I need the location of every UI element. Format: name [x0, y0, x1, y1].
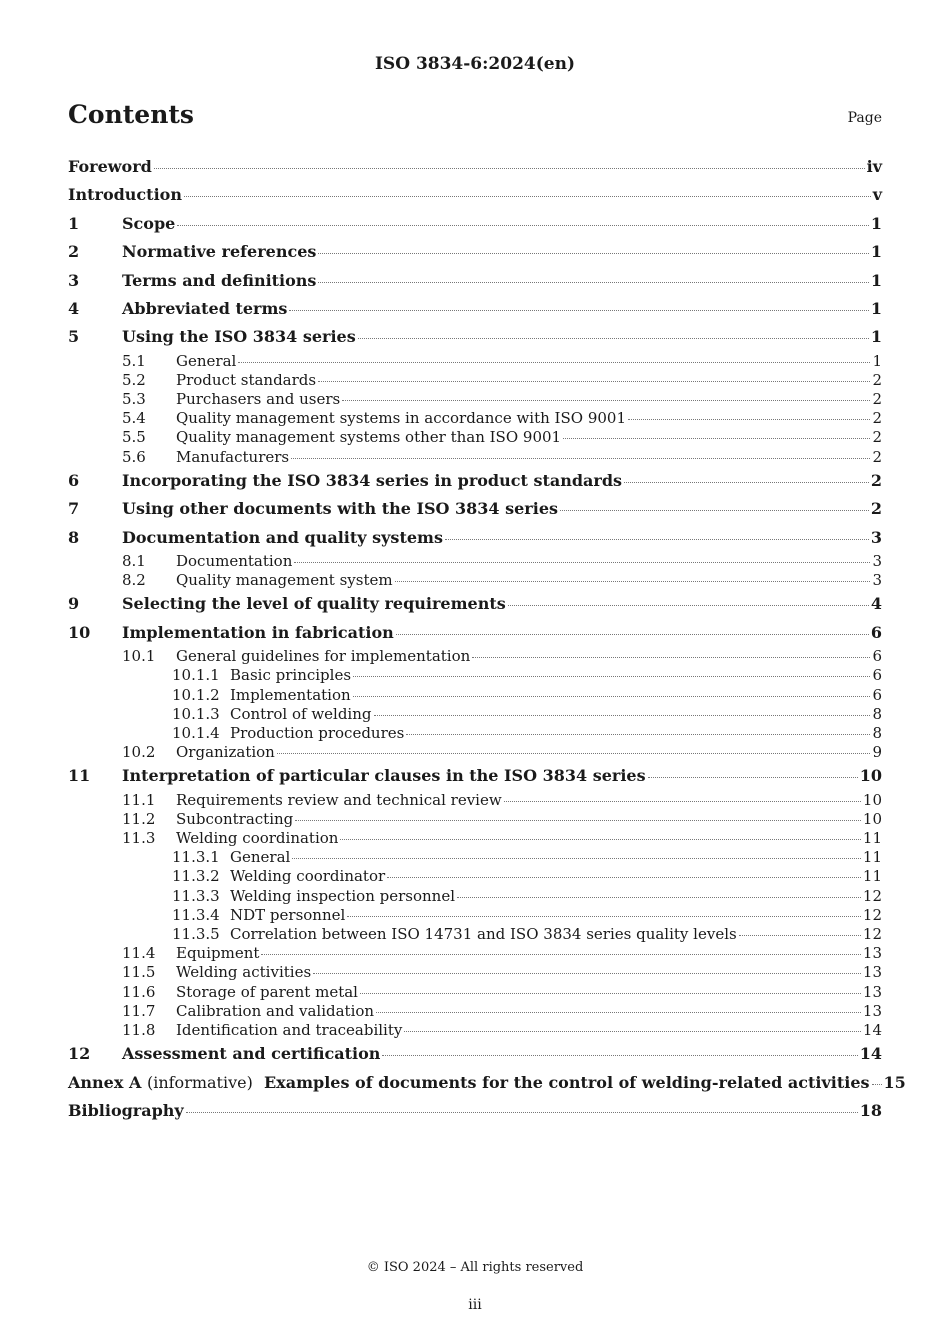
toc-entry[interactable]	[68, 210, 882, 238]
toc-entry-number: 11.6	[122, 982, 156, 1001]
toc-entry-page: 6	[872, 666, 882, 685]
toc-entry[interactable]	[68, 666, 882, 685]
annex-prefix: Annex A	[68, 1072, 142, 1092]
toc-entry-page: 13	[862, 963, 882, 982]
toc-entry-page: 2	[870, 470, 882, 490]
dot-leader	[154, 168, 865, 169]
toc-entry-number: 11.3.1	[172, 848, 220, 867]
toc-entry[interactable]	[68, 925, 882, 944]
toc-entry-page: 10	[862, 790, 882, 809]
toc-entry-page: 12	[862, 905, 882, 924]
toc-entry-page: 2	[872, 370, 882, 389]
toc-entry[interactable]	[68, 619, 882, 647]
toc-entry-number: 11.3	[122, 829, 156, 848]
toc-entry-label: Scope	[122, 213, 176, 233]
dot-leader	[374, 715, 871, 716]
toc-entry[interactable]	[68, 743, 882, 762]
toc-entry-page: 3	[872, 571, 882, 590]
table-of-contents	[68, 153, 906, 1125]
toc-entry-number: 11.7	[122, 1001, 156, 1020]
toc-entry[interactable]	[68, 762, 882, 790]
toc-entry-number: 5.2	[122, 370, 146, 389]
toc-entry-label: Production procedures	[230, 723, 405, 742]
toc-entry-number: 11.5	[122, 963, 156, 982]
toc-entry-number: 5	[68, 327, 80, 347]
dot-leader	[353, 676, 870, 677]
toc-entry-label: Normative references	[122, 242, 317, 262]
toc-entry[interactable]	[68, 906, 882, 925]
toc-entry-page: v	[872, 185, 882, 205]
toc-entry-page: 15	[883, 1072, 906, 1092]
toc-entry[interactable]	[68, 238, 882, 266]
toc-entry-number: 8.2	[122, 571, 146, 590]
toc-entry[interactable]	[68, 295, 882, 323]
toc-entry[interactable]	[68, 810, 882, 829]
toc-entry-number: 11.3.5	[172, 925, 220, 944]
toc-entry-label: Product standards	[176, 370, 317, 389]
toc-entry[interactable]	[68, 1021, 882, 1040]
toc-entry[interactable]	[68, 371, 882, 390]
toc-entry-label: Subcontracting	[176, 809, 294, 828]
toc-entry-number: 8.1	[122, 552, 146, 571]
dot-leader	[289, 310, 868, 311]
dot-leader	[291, 458, 870, 459]
toc-entry[interactable]	[68, 409, 882, 428]
annex-note: (informative)	[146, 1072, 253, 1092]
toc-entry-page: 14	[859, 1044, 882, 1064]
toc-entry[interactable]	[68, 448, 882, 467]
toc-entry-label: Organization	[176, 743, 275, 762]
toc-entry-label: Selecting the level of quality requirements	[122, 594, 506, 614]
toc-entry-label: Using the ISO 3834 series	[122, 327, 356, 347]
toc-entry[interactable]	[68, 467, 882, 495]
toc-entry-page: 6	[872, 647, 882, 666]
toc-entry-page: 2	[872, 428, 882, 447]
toc-entry-number: 11.8	[122, 1020, 156, 1039]
toc-entry-number: 12	[68, 1044, 91, 1064]
toc-entry[interactable]	[68, 867, 882, 886]
toc-entry[interactable]	[68, 552, 882, 571]
toc-entry-label: Identification and traceability	[176, 1020, 403, 1039]
annex-title: Examples of documents for the control of welding-related activities	[263, 1072, 870, 1092]
dot-leader	[508, 605, 869, 606]
toc-entry[interactable]	[68, 705, 882, 724]
toc-entry[interactable]	[68, 724, 882, 743]
toc-entry-number: 11	[68, 766, 91, 786]
toc-entry-label: Quality management systems other than ISO 9001	[176, 428, 562, 447]
document-identifier: ISO 3834-6:2024(en)	[374, 54, 575, 74]
toc-entry-label: NDT personnel	[230, 905, 346, 924]
toc-entry-number: 8	[68, 527, 80, 547]
dot-leader	[628, 419, 870, 420]
dot-leader	[624, 482, 869, 483]
toc-entry-page: 3	[870, 527, 882, 547]
dot-leader	[313, 973, 861, 974]
toc-entry-number: 6	[68, 470, 80, 490]
toc-entry-number: 5.5	[122, 428, 146, 447]
toc-entry-label: Terms and definitions	[122, 270, 317, 290]
toc-entry-page: 13	[862, 982, 882, 1001]
toc-entry[interactable]	[68, 495, 882, 523]
toc-entry-label: Introduction	[68, 185, 182, 205]
toc-entry-number: 4	[68, 298, 80, 318]
toc-entry-label: Welding activities	[176, 963, 312, 982]
toc-entry-page: 6	[870, 622, 882, 642]
toc-entry[interactable]	[68, 944, 882, 963]
toc-entry-label: Storage of parent metal	[176, 982, 358, 1001]
dot-leader	[396, 634, 869, 635]
toc-entry-label: Bibliography	[68, 1100, 184, 1120]
dot-leader	[342, 400, 870, 401]
toc-entry-label: Manufacturers	[176, 447, 290, 466]
toc-entry-page: 11	[862, 829, 882, 848]
toc-entry-page: 13	[862, 944, 882, 963]
toc-entry-number: 11.4	[122, 944, 156, 963]
toc-entry-page: 2	[872, 390, 882, 409]
toc-entry[interactable]	[68, 791, 882, 810]
dot-leader	[382, 1055, 857, 1056]
toc-entry[interactable]	[68, 153, 882, 181]
toc-entry-label: Welding coordinator	[230, 867, 386, 886]
toc-entry[interactable]	[68, 1097, 882, 1125]
toc-entry-page: 12	[862, 925, 882, 944]
toc-entry[interactable]	[68, 848, 882, 867]
toc-entry-number: 9	[68, 594, 80, 614]
toc-entry[interactable]	[68, 524, 882, 552]
dot-leader	[404, 1031, 861, 1032]
toc-entry[interactable]	[68, 267, 882, 295]
dot-leader	[395, 581, 871, 582]
toc-entry[interactable]	[68, 1040, 882, 1068]
toc-entry-label: Quality management system	[176, 571, 393, 590]
toc-entry-number: 11.1	[122, 790, 156, 809]
toc-entry-label: Correlation between ISO 14731 and ISO 3834 series quality levels	[230, 925, 737, 944]
toc-entry-number: 10.1.2	[172, 685, 220, 704]
toc-entry-number: 10	[68, 622, 91, 642]
dot-leader	[318, 253, 868, 254]
toc-entry-label: Incorporating the ISO 3834 series in product standards	[122, 470, 623, 490]
dot-leader	[186, 1112, 858, 1113]
toc-entry-number: 3	[68, 270, 80, 290]
toc-entry[interactable]	[68, 887, 882, 906]
toc-entry-page: 8	[872, 704, 882, 723]
toc-entry-label: Foreword	[68, 157, 152, 176]
page-number: iii	[468, 1297, 482, 1313]
toc-entry-page: 10	[859, 766, 882, 786]
dot-leader	[340, 839, 860, 840]
toc-entry-number: 10.1.1	[172, 666, 220, 685]
dot-leader	[292, 858, 861, 859]
toc-entry-label: Assessment and certification	[122, 1044, 381, 1064]
dot-leader	[294, 562, 870, 563]
toc-entry-number: 10.1.3	[172, 704, 220, 723]
toc-entry-number: 10.2	[122, 743, 156, 762]
toc-entry-label: Documentation	[176, 552, 293, 571]
toc-entry[interactable]	[68, 1069, 906, 1097]
dot-leader	[318, 381, 870, 382]
toc-entry-label: Equipment	[176, 944, 260, 963]
toc-entry[interactable]	[68, 590, 882, 618]
toc-entry-label: Using other documents with the ISO 3834 series	[122, 499, 558, 519]
dot-leader	[347, 916, 861, 917]
toc-entry-label: Implementation	[230, 685, 351, 704]
toc-entry-label: Documentation and quality systems	[122, 527, 443, 547]
toc-entry-label: General guidelines for implementation	[176, 647, 471, 666]
dot-leader	[238, 362, 870, 363]
dot-leader	[358, 338, 869, 339]
dot-leader	[504, 801, 861, 802]
toc-entry-page: 4	[870, 594, 882, 614]
toc-entry-number: 1	[68, 213, 80, 233]
toc-entry-label: Interpretation of particular clauses in the ISO 3834 series	[122, 766, 646, 786]
toc-entry-number: 10.1.4	[172, 723, 220, 742]
dot-leader	[563, 438, 870, 439]
toc-entry[interactable]	[68, 963, 882, 982]
toc-entry-page: 10	[862, 809, 882, 828]
toc-entry[interactable]	[68, 983, 882, 1002]
toc-entry-page: iv	[866, 157, 882, 176]
dot-leader	[872, 1084, 882, 1085]
toc-entry-page: 11	[862, 867, 882, 886]
page-title: Contents	[68, 100, 195, 129]
toc-entry-number: 11.3.4	[172, 905, 220, 924]
toc-entry-label: General	[176, 351, 237, 370]
toc-entry-label: Requirements review and technical review	[176, 790, 502, 809]
toc-entry-page: 1	[870, 270, 882, 290]
dot-leader	[406, 734, 870, 735]
dot-leader	[376, 1012, 861, 1013]
toc-entry-number: 11.2	[122, 809, 156, 828]
toc-entry-page: 18	[859, 1100, 882, 1120]
toc-entry-page: 9	[872, 743, 882, 762]
dot-leader	[277, 753, 871, 754]
dot-leader	[739, 935, 861, 936]
toc-entry-label: Welding inspection personnel	[230, 886, 455, 905]
toc-entry-page: 6	[872, 685, 882, 704]
toc-entry-number: 7	[68, 499, 80, 519]
toc-entry-page: 12	[862, 886, 882, 905]
toc-entry[interactable]	[68, 571, 882, 590]
toc-entry-page: 1	[870, 213, 882, 233]
toc-entry[interactable]	[68, 428, 882, 447]
toc-entry-page: 2	[872, 409, 882, 428]
dot-leader	[445, 539, 869, 540]
dot-leader	[648, 777, 858, 778]
toc-entry[interactable]	[68, 647, 882, 666]
toc-entry-label: Calibration and validation	[176, 1001, 375, 1020]
toc-entry[interactable]	[68, 352, 882, 371]
dot-leader	[560, 510, 869, 511]
toc-entry-page: 1	[870, 298, 882, 318]
toc-entry[interactable]	[68, 829, 882, 848]
toc-entry[interactable]	[68, 686, 882, 705]
page-column-label: Page	[847, 110, 882, 126]
toc-entry-page: 14	[862, 1020, 882, 1039]
dot-leader	[360, 993, 861, 994]
dot-leader	[472, 657, 870, 658]
dot-leader	[387, 877, 861, 878]
toc-entry-label: General	[230, 848, 291, 867]
toc-entry-number: 5.6	[122, 447, 146, 466]
toc-entry-page: 8	[872, 723, 882, 742]
dot-leader	[177, 225, 869, 226]
toc-entry-label: Purchasers and users	[176, 390, 341, 409]
toc-entry-label: Implementation in fabrication	[122, 622, 394, 642]
toc-entry-page: 13	[862, 1001, 882, 1020]
toc-entry-label: Basic principles	[230, 666, 352, 685]
toc-entry[interactable]	[68, 323, 882, 351]
toc-entry-label: Control of welding	[230, 704, 372, 723]
dot-leader	[457, 897, 861, 898]
toc-entry-number: 5.1	[122, 351, 146, 370]
toc-entry[interactable]	[68, 390, 882, 409]
toc-entry-number: 11.3.2	[172, 867, 220, 886]
toc-entry-annex-label	[68, 1069, 870, 1097]
toc-entry-page: 1	[872, 351, 882, 370]
toc-entry-page: 3	[872, 552, 882, 571]
toc-entry-label: Welding coordination	[176, 829, 339, 848]
dot-leader	[318, 282, 868, 283]
toc-entry-page: 2	[872, 447, 882, 466]
toc-entry-page: 1	[870, 242, 882, 262]
toc-entry[interactable]	[68, 1002, 882, 1021]
toc-entry-number: 5.3	[122, 390, 146, 409]
toc-entry[interactable]	[68, 181, 882, 209]
dot-leader	[353, 696, 871, 697]
dot-leader	[184, 196, 871, 197]
toc-entry-page: 1	[870, 327, 882, 347]
dot-leader	[261, 954, 861, 955]
toc-entry-number: 11.3.3	[172, 886, 220, 905]
toc-entry-number: 5.4	[122, 409, 146, 428]
toc-entry-page: 11	[862, 848, 882, 867]
toc-entry-number: 2	[68, 242, 80, 262]
toc-entry-label: Quality management systems in accordance with ISO 9001	[176, 409, 626, 428]
toc-entry-label: Abbreviated terms	[122, 298, 288, 318]
toc-entry-page: 2	[870, 499, 882, 519]
toc-entry-number: 10.1	[122, 647, 156, 666]
dot-leader	[295, 820, 861, 821]
copyright-footer: © ISO 2024 – All rights reserved	[366, 1260, 584, 1275]
